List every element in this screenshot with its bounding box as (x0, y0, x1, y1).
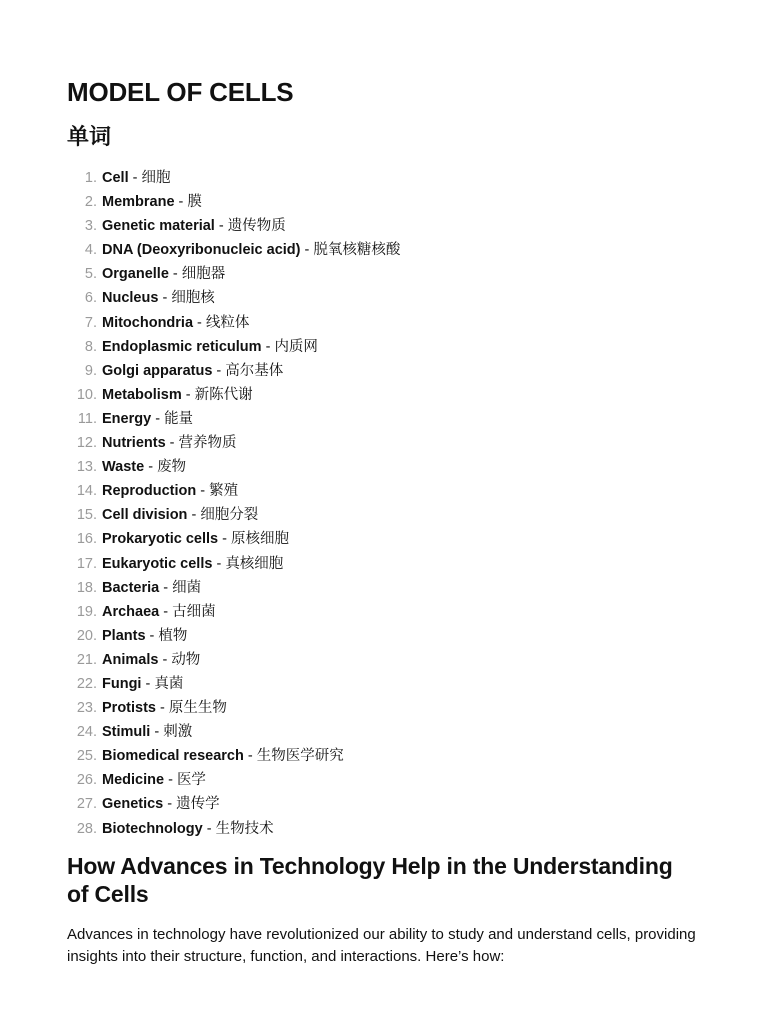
term-separator: - (193, 314, 206, 331)
vocabulary-item (67, 744, 707, 768)
vocabulary-term: Endoplasmic reticulum (102, 338, 262, 355)
vocabulary-translation: 生物技术 (215, 820, 274, 837)
vocabulary-translation: 废物 (157, 459, 187, 476)
list-number: 13. (76, 459, 97, 476)
vocabulary-translation: 原核细胞 (230, 531, 289, 548)
list-number: 10. (76, 386, 97, 403)
vocabulary-item (67, 431, 707, 455)
vocabulary-item (67, 576, 707, 600)
vocabulary-term: Medicine (102, 772, 165, 789)
vocabulary-item (67, 166, 707, 190)
term-separator: - (156, 700, 169, 717)
term-separator: - (174, 194, 188, 211)
vocabulary-item (67, 817, 707, 841)
vocabulary-item (67, 672, 707, 696)
vocabulary-item (67, 407, 707, 431)
list-number: 5. (84, 266, 97, 283)
vocabulary-translation: 营养物质 (178, 435, 237, 452)
list-number: 18. (76, 579, 97, 596)
vocabulary-translation: 高尔基体 (225, 362, 284, 379)
list-number: 24. (76, 724, 97, 741)
term-separator: - (300, 242, 314, 259)
list-number: 21. (76, 651, 97, 668)
vocabulary-term: Genetics (102, 796, 164, 813)
vocabulary-translation: 古细菌 (172, 603, 216, 620)
vocabulary-term: Biotechnology (102, 820, 203, 837)
list-number: 2. (84, 194, 97, 211)
vocabulary-term: Mitochondria (102, 314, 194, 331)
term-separator: - (243, 748, 257, 765)
term-separator: - (159, 579, 173, 596)
vocabulary-item (67, 720, 707, 744)
list-number: 28. (76, 820, 97, 837)
vocabulary-translation: 细胞分裂 (200, 507, 259, 524)
vocabulary-term: Prokaryotic cells (102, 531, 219, 548)
vocabulary-term: Waste (102, 459, 145, 476)
vocabulary-item (67, 311, 707, 335)
term-separator: - (164, 772, 177, 789)
vocabulary-item (67, 359, 707, 383)
vocabulary-translation: 医学 (176, 772, 206, 789)
list-number: 19. (76, 603, 97, 620)
vocabulary-translation: 刺激 (163, 724, 193, 741)
vocabulary-term: Genetic material (102, 218, 215, 235)
list-number: 4. (84, 242, 97, 259)
vocabulary-subtitle: 单词 (67, 124, 112, 149)
list-number: 3. (84, 218, 97, 235)
vocabulary-term: DNA (Deoxyribonucleic acid) (102, 242, 301, 259)
list-number: 6. (84, 290, 97, 307)
vocabulary-translation: 膜 (187, 194, 202, 211)
vocabulary-term: Cell (102, 170, 129, 186)
term-separator: - (151, 410, 165, 427)
vocabulary-term: Membrane (102, 194, 175, 211)
list-number: 9. (84, 362, 97, 379)
list-number: 26. (76, 772, 97, 789)
term-separator: - (144, 459, 158, 476)
vocabulary-item (67, 383, 707, 407)
vocabulary-term: Archaea (102, 603, 160, 620)
vocabulary-term: Reproduction (102, 483, 197, 500)
term-separator: - (165, 435, 179, 452)
vocabulary-term: Animals (102, 651, 159, 668)
vocabulary-translation: 遗传学 (176, 796, 220, 813)
term-separator: - (158, 290, 172, 307)
vocabulary-term: Nutrients (102, 435, 166, 452)
vocabulary-term: Fungi (102, 675, 142, 692)
vocabulary-translation: 新陈代谢 (194, 386, 253, 403)
list-number: 23. (76, 700, 97, 717)
vocabulary-translation: 植物 (158, 627, 188, 644)
vocabulary-item (67, 768, 707, 792)
list-number: 8. (84, 338, 97, 355)
vocabulary-term: Stimuli (102, 724, 151, 741)
list-number: 14. (76, 483, 97, 500)
vocabulary-item (67, 455, 707, 479)
vocabulary-item (67, 238, 707, 262)
vocabulary-translation: 细菌 (172, 579, 202, 596)
vocabulary-item (67, 214, 707, 238)
vocabulary-translation: 线粒体 (205, 314, 250, 331)
list-number: 11. (77, 410, 97, 427)
term-separator: - (214, 218, 228, 235)
term-separator: - (168, 266, 182, 283)
vocabulary-translation: 动物 (171, 651, 201, 668)
vocabulary-term: Metabolism (102, 386, 182, 403)
list-number: 25. (76, 748, 97, 765)
term-separator: - (212, 362, 226, 379)
list-number: 20. (76, 627, 97, 644)
term-separator: - (261, 338, 275, 355)
term-separator: - (128, 170, 142, 186)
vocabulary-item (67, 600, 707, 624)
vocabulary-item (67, 262, 707, 286)
list-number: 12. (76, 435, 97, 452)
vocabulary-item (67, 335, 707, 359)
vocabulary-item (67, 696, 707, 720)
vocabulary-item (67, 552, 707, 576)
term-separator: - (202, 820, 216, 837)
vocabulary-translation: 真菌 (154, 675, 184, 692)
list-number: 16. (76, 531, 97, 548)
vocabulary-term: Eukaryotic cells (102, 555, 213, 572)
list-number: 1. (84, 170, 97, 186)
vocabulary-term: Protists (102, 700, 156, 717)
list-number: 22. (76, 675, 97, 692)
vocabulary-term: Plants (102, 627, 146, 644)
vocabulary-translation: 脱氧核糖核酸 (313, 242, 401, 259)
vocabulary-item (67, 286, 707, 310)
vocabulary-item (67, 648, 707, 672)
vocabulary-item (67, 792, 707, 816)
vocabulary-item (67, 479, 707, 503)
vocabulary-term: Nucleus (102, 290, 159, 307)
vocabulary-translation: 细胞核 (171, 290, 215, 307)
term-separator: - (150, 724, 164, 741)
term-separator: - (163, 796, 177, 813)
vocabulary-item (67, 527, 707, 551)
term-separator: - (187, 507, 201, 524)
section-heading: How Advances in Technology Help in the Understanding of Cells (67, 853, 673, 907)
list-number: 27. (76, 796, 97, 813)
vocabulary-term: Cell division (102, 507, 188, 524)
vocabulary-translation: 原生生物 (168, 700, 227, 717)
term-separator: - (141, 675, 155, 692)
vocabulary-translation: 繁殖 (209, 483, 239, 500)
vocabulary-translation: 能量 (164, 410, 194, 427)
vocabulary-translation: 细胞器 (181, 266, 226, 283)
vocabulary-term: Bacteria (102, 579, 160, 596)
vocabulary-term: Energy (102, 410, 152, 427)
vocabulary-item (67, 624, 707, 648)
term-separator: - (212, 555, 226, 572)
vocabulary-list (67, 166, 707, 841)
term-separator: - (181, 386, 195, 403)
list-number: 17. (76, 555, 97, 572)
vocabulary-translation: 遗传物质 (227, 218, 286, 235)
term-separator: - (218, 531, 231, 548)
vocabulary-term: Biomedical research (102, 748, 244, 765)
vocabulary-item (67, 503, 707, 527)
term-separator: - (159, 603, 173, 620)
vocabulary-translation: 真核细胞 (225, 555, 284, 572)
vocabulary-term: Golgi apparatus (102, 362, 213, 379)
vocabulary-item (67, 190, 707, 214)
vocabulary-translation: 内质网 (274, 338, 318, 355)
term-separator: - (145, 627, 159, 644)
intro-paragraph: Advances in technology have revolutionized our ability to study and understand cells, providing insights into their structure, function, and interactions. Here’s how: (67, 926, 696, 965)
list-number: 15. (76, 507, 97, 524)
list-number: 7. (84, 314, 97, 331)
term-separator: - (196, 483, 210, 500)
vocabulary-term: Organelle (102, 266, 169, 283)
vocabulary-translation: 生物医学研究 (256, 748, 344, 765)
term-separator: - (158, 651, 172, 668)
vocabulary-translation: 细胞 (141, 170, 171, 186)
page-title: MODEL OF CELLS (67, 77, 294, 107)
